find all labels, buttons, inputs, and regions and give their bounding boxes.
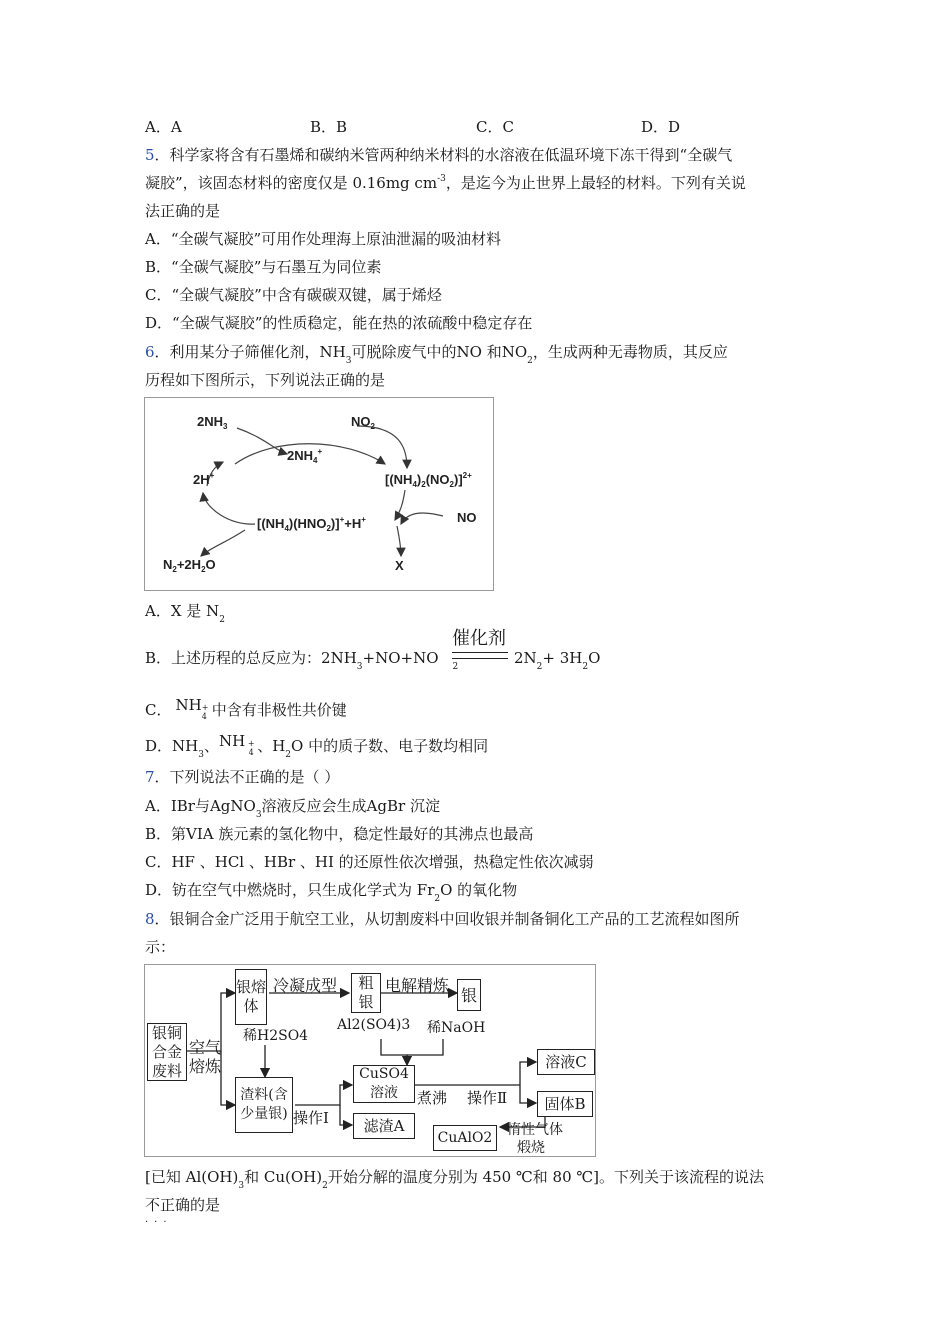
q7-number: 7 — [145, 768, 155, 786]
q6-c-pre: C． — [145, 701, 172, 719]
q8-note-a: [已知 Al(OH) — [145, 1168, 239, 1186]
arrow-x-out — [397, 526, 401, 556]
arrow-complex1-to-complex2 — [395, 490, 405, 520]
q8-note-sub2: 2 — [322, 1181, 328, 1191]
flow-solid-b-box: 固体B — [537, 1091, 593, 1117]
q5-stem-line3: 法正确的是 — [145, 202, 221, 220]
q6-b-equals-sign — [452, 652, 508, 659]
flow-naoh-label: 稀NaOH — [427, 1020, 486, 1036]
q6-d-sep2: 、H — [257, 737, 286, 755]
q7-d-pre: D．钫在空气中燃烧时，只生成化学式为 Fr — [145, 881, 435, 899]
q6-reaction-diagram — [144, 397, 494, 591]
q5-option-a: A．“全碳气凝胶”可用作处理海上原油泄漏的吸油材料 — [145, 230, 502, 248]
q6-b-sub3: 2 — [536, 662, 543, 672]
q7-a-post: 溶液反应会生成AgBr 沉淀 — [261, 797, 440, 815]
q6-b-catalyst: 催化剂 — [452, 628, 506, 649]
q6-b-sub4: 2 — [582, 662, 589, 672]
prev-option-d: D．D — [641, 118, 681, 136]
label-complex1: $[(NH_4)_2(NO_2)]^{2+}$ — [385, 471, 472, 489]
flow-boil-label: 煮沸 — [417, 1089, 448, 1107]
q6-b-products — [514, 648, 600, 671]
q5-option-d: D．“全碳气凝胶”的性质稳定，能在热的浓硫酸中稳定存在 — [145, 314, 533, 332]
flow-solution-c-box: 溶液C — [537, 1049, 595, 1075]
q6-d-sub1: 3 — [198, 750, 204, 760]
q8-note-line — [145, 1167, 764, 1190]
q6-a-text: A．X 是 N — [145, 602, 220, 620]
flow-dilute-acid-label: 稀H2SO4 — [243, 1028, 309, 1044]
prev-option-a: A．A — [145, 118, 182, 136]
flow-ag-melt-box: 银熔体 — [235, 969, 267, 1025]
q7-option-c: C．HF 、HCl 、HBr 、HI 的还原性依次增强，热稳定性依次减弱 — [145, 853, 594, 871]
q8-number: 8 — [145, 910, 155, 928]
q8-note-sub1: 3 — [238, 1181, 245, 1191]
flow-op2-label: 操作Ⅱ — [467, 1089, 508, 1107]
q6-stem-line1 — [145, 342, 728, 365]
q5-number: 5 — [145, 146, 155, 164]
q6-d-sep: 、 — [203, 737, 219, 755]
q6-stem-line2: 历程如下图所示，下列说法正确的是 — [145, 371, 386, 389]
q6-diagram-svg — [145, 398, 493, 590]
q7-option-d — [145, 880, 517, 903]
q7-stem — [145, 767, 339, 787]
flow-smelt-label: 熔炼 — [189, 1057, 222, 1076]
q6-c-ion: NH — [175, 696, 202, 714]
prev-option-b: B．B — [310, 118, 348, 136]
q8-note-c: 开始分解的温度分别为 450 ℃和 80 ℃]。下列关于该流程的说法 — [327, 1168, 765, 1186]
flow-al2so4-label: Al2(SO4)3 — [337, 1017, 411, 1033]
label-complex2: $[(NH_4)(HNO_2)]^++H^+$ — [257, 515, 366, 533]
flow-crude-ag-box: 粗银 — [351, 973, 381, 1013]
q6-d-ion-scripts: + 4 — [247, 739, 255, 757]
q6-d-sub2: 2 — [285, 750, 292, 760]
q6-option-c — [145, 696, 347, 721]
q8-text1: ．银铜合金广泛用于航空工业，从切割废料中回收银并制备铜化工产品的工艺流程如图所 — [154, 910, 740, 928]
q5-stem-line1 — [145, 145, 732, 165]
flow-op1-label: 操作Ⅰ — [293, 1109, 329, 1127]
q6-option-b — [145, 648, 458, 671]
flow-cualo2-box: CuAlO2 — [433, 1125, 497, 1151]
label-2nh4: $2NH_4^+$ — [287, 447, 323, 465]
q8-stem-line4: 不正确的是 — [145, 1196, 221, 1214]
q7-option-a — [145, 796, 440, 819]
q6-sub1: 3 — [345, 356, 352, 366]
flow-cool-label: 冷凝成型 — [273, 976, 338, 995]
q6-d-ion: NH — [218, 732, 246, 750]
q5-stem-line2 — [145, 173, 746, 196]
flow-refine-label: 电解精炼 — [385, 976, 450, 995]
q7-a-pre: A．IBr与AgNO — [145, 797, 256, 815]
q6-c-ion-scripts: + 4 — [201, 703, 209, 721]
q6-b-end: O — [588, 649, 601, 667]
q6-b-mid: +NO+NO — [362, 649, 439, 667]
q5-option-b: B．“全碳气凝胶”与石墨互为同位素 — [145, 258, 382, 276]
q5-density-exponent: -3 — [437, 174, 446, 184]
q8-stem-line1 — [145, 909, 740, 929]
arrow-complex2-to-h — [203, 493, 255, 524]
q6-sub2: 2 — [527, 356, 533, 366]
q7-d-sub: 2 — [434, 894, 441, 904]
q6-b-prod2: + 3H — [542, 649, 583, 667]
q6-text1c: ，生成两种无毒物质，其反应 — [532, 343, 728, 361]
flow-slag-box: 渣料(含少量银) — [235, 1077, 293, 1133]
q6-d-post: O 中的质子数、电子数均相同 — [291, 737, 489, 755]
q6-b-prod: 2N — [514, 649, 537, 667]
q5-text1: ．科学家将含有石墨烯和碳纳米管两种纳米材料的水溶液在低温环境下冻干得到“全碳气 — [154, 146, 733, 164]
label-no2: $NO_2$ — [351, 414, 375, 431]
q7-option-b: B．第VIA 族元素的氢化物中，稳定性最好的其沸点也最高 — [145, 825, 534, 843]
q8-stem-line2: 示： — [145, 938, 176, 956]
q6-d-pre: D．NH — [145, 737, 199, 755]
q6-b-sub1: 3 — [356, 662, 363, 672]
q7-text: ．下列说法不正确的是（ ） — [154, 768, 340, 786]
flow-inert-gas-label: 惰性气体 — [507, 1122, 563, 1138]
q7-a-sub: 3 — [255, 810, 262, 820]
q6-number: 6 — [145, 343, 155, 361]
q6-text1a: ．利用某分子筛催化剂，NH — [154, 343, 346, 361]
flow-air-label: 空气 — [189, 1038, 222, 1057]
flow-residue-a-box: 滤渣A — [353, 1113, 415, 1139]
q6-option-a — [145, 601, 225, 624]
q6-b-sub2: 2 — [452, 662, 459, 672]
flow-cuso4-box: CuSO4溶液 — [353, 1065, 415, 1103]
prev-option-c: C．C — [476, 118, 514, 136]
q6-option-d — [145, 732, 489, 760]
label-2h: 2H+ — [193, 471, 215, 487]
arrow-no-in — [401, 513, 443, 524]
q6-a-sub: 2 — [219, 615, 225, 625]
q6-text1b: 可脱除废气中的NO 和NO — [351, 343, 528, 361]
flow-alloy-box: 银铜合金废料 — [147, 1023, 187, 1081]
flow-calcine-label: 煅烧 — [517, 1140, 545, 1156]
label-x: X — [395, 558, 404, 573]
q6-b-text: B．上述历程的总反应为：2NH — [145, 649, 357, 667]
q5-option-c: C．“全碳气凝胶”中含有碳碳双键，属于烯烃 — [145, 286, 442, 304]
q8-process-flow — [144, 964, 596, 1157]
q7-d-post: O 的氧化物 — [440, 881, 518, 899]
arrow-n2-out — [201, 530, 245, 556]
label-2nh3: $2NH_3$ — [197, 414, 228, 431]
label-n2-2h2o: $N_2+2H_2O$ — [163, 557, 216, 574]
flow-ag-box: 银 — [457, 979, 481, 1011]
q5-text2b: ，是迄今为止世界上最轻的材料。下列有关说 — [445, 174, 746, 192]
label-no: NO — [457, 510, 477, 525]
q8-emphasis-dots: ··· — [145, 1217, 173, 1228]
q8-note-b: 和 Cu(OH) — [244, 1168, 323, 1186]
q6-c-post: 中含有非极性共价键 — [211, 701, 347, 719]
q5-text2a: 凝胶”，该固态材料的密度仅是 0.16mg cm — [145, 174, 438, 192]
